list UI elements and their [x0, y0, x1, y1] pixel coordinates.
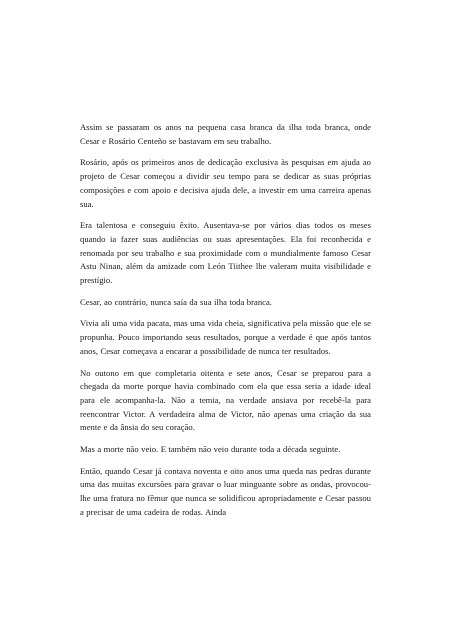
paragraph-7: Mas a morte não veio. E também não veio durante toda a década seguinte. [80, 444, 341, 455]
paragraph-3: Era talentosa e conseguiu êxito. Ausentava-se por vários dias todos os meses quando ia fazer suas audiências ou suas apresentações. Ela foi reconhecida e renomada por seu trabalho e sua proximidade com o mundialmente famoso Cesar Astu Ninan, além da amizade com León Tiithee lhe valeram muita visibilidade e prestígio. [80, 220, 371, 286]
paragraph-2: Rosário, após os primeiros anos de dedicação exclusiva às pesquisas em ajuda ao projeto de Cesar começou a dividir seu tempo para se dedicar as suas próprias composições e com apoio e decisiva ajuda dele, a investir em uma carreira apenas sua. [80, 157, 371, 209]
paragraph-6: No outono em que completaria oitenta e sete anos, Cesar se preparou para a chegada da morte porque havia combinado com ela que essa seria a idade ideal para ele acompanha-la. Não a temia, na verdade ansiava por recebê-la para reencontrar Victor. A verdadeira alma de Victor, não apenas uma criação da sua mente e da ânsia do seu coração. [80, 367, 371, 433]
paragraph-5: Vivia ali uma vida pacata, mas uma vida cheia, significativa pela missão que ele se propunha. Pouco importando seus resultados, porque a verdade é que após tantos anos, Cesar começava a encarar a possibilidade de nunca ter resultados. [80, 318, 371, 356]
body-text [80, 121, 371, 528]
paragraph-8: Então, quando Cesar já contava noventa e oito anos uma queda nas pedras durante uma das muitas excursões para gravar o luar minguante sobre as ondas, provocou-lhe uma fratura no fêmur que nunca se solidificou apropriadamente e Cesar passou a precisar de uma cadeira de rodas. Ainda [80, 465, 371, 517]
paragraph-4: Cesar, ao contrário, nunca saía da sua ilha toda branca. [80, 296, 272, 307]
paragraph-1: Assim se passaram os anos na pequena casa branca da ilha toda branca, onde Cesar e Rosário Centeño se bastavam em seu trabalho. [80, 122, 371, 146]
